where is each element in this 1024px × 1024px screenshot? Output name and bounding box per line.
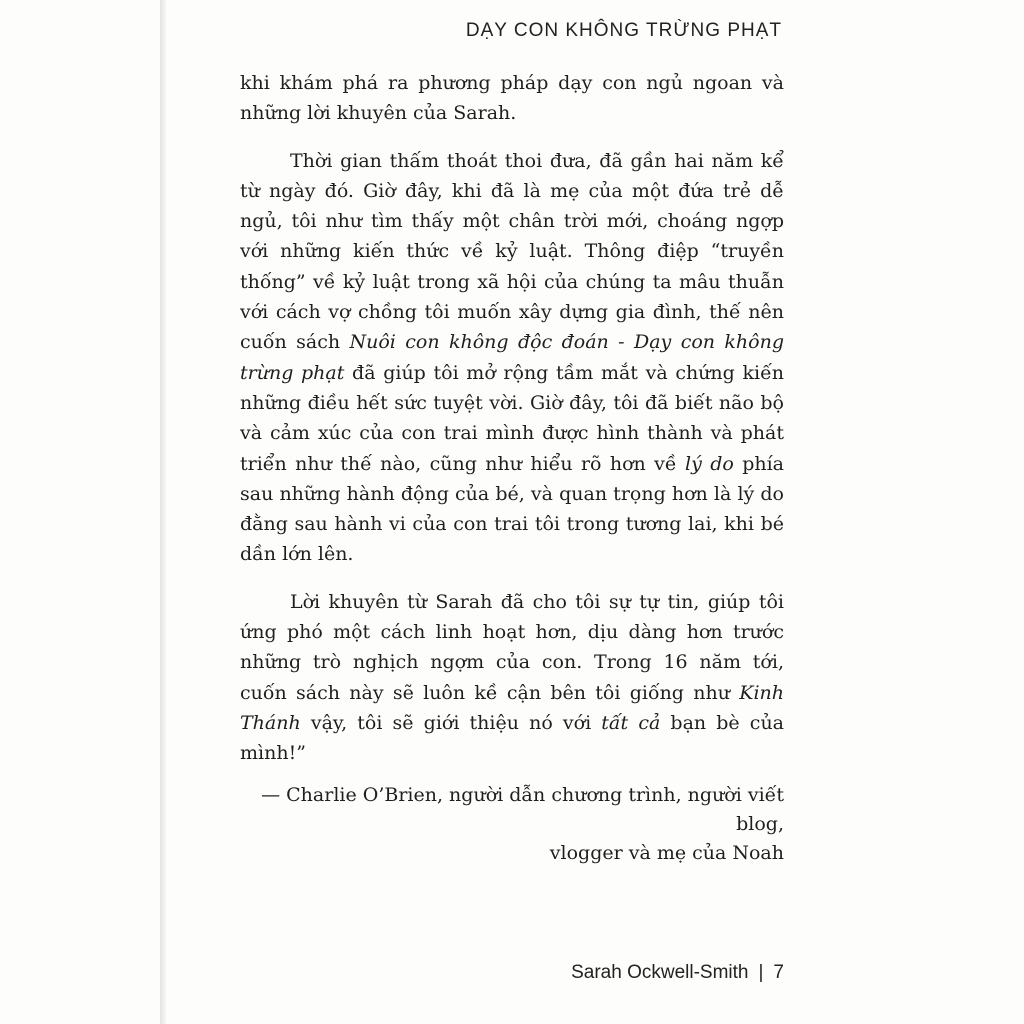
- page-footer: [571, 962, 784, 984]
- paragraph-1: khi khám phá ra phương pháp dạy con ngủ ngoan và những lời khuyên của Sarah.: [240, 72, 784, 125]
- page-spine-shadow: [160, 0, 166, 1024]
- book-title-italic: Nuôi con không độc đoán - Dạy con không trừng phạt: [240, 331, 784, 384]
- paragraph-2: [240, 146, 784, 570]
- paragraph-3: [240, 587, 784, 769]
- bible-italic: Kinh Thánh: [240, 681, 784, 734]
- paragraph-2-text: Thời gian thấm thoát thoi đưa, đã gần hai năm kể từ ngày đó. Giờ đây, khi đã là mẹ của một đứa trẻ dễ ngủ, tôi như tìm thấy một chân trời mới, choáng ngợp với những kiến thức về kỷ luật. Thông điệp “truyền thống” về kỷ luật trong xã hội của chúng ta mâu thuẫn với cách vợ chồng tôi muốn xây dựng gia đình, thế nên cuốn sách: [240, 149, 784, 354]
- paragraph-3-text-cont: vậy, tôi sẽ giới thiệu nó với: [300, 711, 602, 734]
- attribution: [240, 781, 784, 868]
- emphasis-italic: lý do: [685, 452, 734, 475]
- paragraph-3-text-end: bạn bè của mình!”: [240, 711, 785, 765]
- page-number: 7: [773, 962, 784, 983]
- attribution-line-2: vlogger và mẹ của Noah: [549, 841, 784, 864]
- footer-separator: |: [758, 962, 764, 983]
- paragraph-3-text: Lời khuyên từ Sarah đã cho tôi sự tự tin, giúp tôi ứng phó một cách linh hoạt hơn, dịu dàng hơn trước những trò nghịch ngợm của con. Trong 16 năm tới, cuốn sách này sẽ luôn kề cận bên tôi giống như: [240, 590, 784, 704]
- all-italic: tất cả: [601, 711, 661, 734]
- page-body: [240, 68, 784, 868]
- footer-author: Sarah Ockwell-Smith: [571, 962, 749, 983]
- attribution-line-1: — Charlie O’Brien, người dẫn chương trình, người viết blog,: [261, 783, 784, 835]
- paragraph-2-text-end: phía sau những hành động của bé, và quan trọng hơn là lý do đằng sau hành vi của con trai tôi trong tương lai, khi bé dần lớn lên.: [240, 452, 785, 566]
- running-header: DẠY CON KHÔNG TRỪNG PHẠT: [465, 20, 782, 41]
- paragraph-2-text-cont: đã giúp tôi mở rộng tầm mắt và chứng kiến những điều hết sức tuyệt vời. Giờ đây, tôi đã biết não bộ và cảm xúc của con trai mình được hình thành và phát triển như thế nào, cũng như hiểu rõ hơn về: [240, 361, 785, 475]
